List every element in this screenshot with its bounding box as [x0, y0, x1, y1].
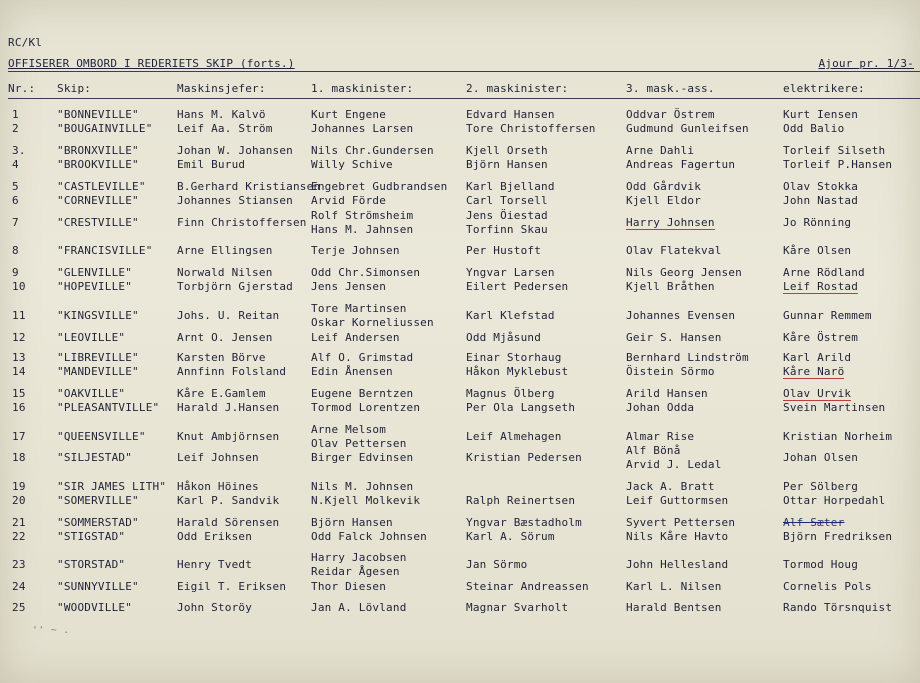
- cell-m2: Leif Almehagen: [466, 430, 562, 443]
- cell-nr: 24: [12, 580, 26, 593]
- cell-skip: "CASTLEVILLE": [57, 180, 146, 193]
- cell-nr: 22: [12, 530, 26, 543]
- cell-m2: Edvard Hansen: [466, 108, 555, 121]
- cell-el: Alf Sæter: [783, 516, 845, 529]
- cell-el: Arne Rödland: [783, 266, 865, 279]
- cell-m1: Thor Diesen: [311, 580, 387, 593]
- cell-el: Ottar Horpedahl: [783, 494, 886, 507]
- cell-skip: "BOUGAINVILLE": [57, 122, 153, 135]
- cell-skip: "QUEENSVILLE": [57, 430, 146, 443]
- cell-m2: Eilert Pedersen: [466, 280, 569, 293]
- cell-skip: "STORSTAD": [57, 558, 126, 571]
- cell-m3: Olav Flatekval: [626, 244, 722, 257]
- cell-m3: Öistein Sörmo: [626, 365, 715, 378]
- cell-m3: Nils Kåre Havto: [626, 530, 729, 543]
- cell-el: Jo Rönning: [783, 216, 852, 229]
- updated-date: Ajour pr. 1/3-: [818, 57, 914, 70]
- cell-m1: Engebret Gudbrandsen: [311, 180, 448, 193]
- cell-m1: Johannes Larsen: [311, 122, 414, 135]
- cell-nr: 20: [12, 494, 26, 507]
- cell-nr: 2: [12, 122, 19, 135]
- cell-m2: Yngvar Bæstadholm: [466, 516, 582, 529]
- cell-nr: 16: [12, 401, 26, 414]
- cell-m3: Nils Georg Jensen: [626, 266, 742, 279]
- header-elektrikere: elektrikere:: [783, 82, 865, 95]
- cell-m3: Kjell Eldor: [626, 194, 702, 207]
- cell-skip: "MANDEVILLE": [57, 365, 139, 378]
- cell-m2: Per Hustoft: [466, 244, 542, 257]
- header-nr: Nr.:: [8, 82, 36, 95]
- cell-m1: Rolf Strömsheim: [311, 209, 414, 222]
- cell-el: Torleif P.Hansen: [783, 158, 893, 171]
- cell-m3: Johannes Evensen: [626, 309, 736, 322]
- cell-m1: Nils Chr.Gundersen: [311, 144, 434, 157]
- cell-nr: 17: [12, 430, 26, 443]
- cell-skip: "WOODVILLE": [57, 601, 133, 614]
- cell-m1: Willy Schive: [311, 158, 393, 171]
- cell-mas: Arnt O. Jensen: [177, 331, 273, 344]
- cell-m2: Per Ola Langseth: [466, 401, 576, 414]
- cell-mas: Arne Ellingsen: [177, 244, 273, 257]
- cell-m3: Andreas Fagertun: [626, 158, 736, 171]
- cell-nr: 8: [12, 244, 19, 257]
- cell-mas: Torbjörn Gjerstad: [177, 280, 293, 293]
- cell-m3: Leif Guttormsen: [626, 494, 729, 507]
- cell-mas: Eigil T. Eriksen: [177, 580, 287, 593]
- cell-mas: John Storöy: [177, 601, 253, 614]
- cell-m2: Magnar Svarholt: [466, 601, 569, 614]
- cell-nr: 7: [12, 216, 19, 229]
- cell-m3: Geir S. Hansen: [626, 331, 722, 344]
- cell-mas: Odd Eriksen: [177, 530, 253, 543]
- cell-skip: "CORNEVILLE": [57, 194, 139, 207]
- cell-m2: Steinar Andreassen: [466, 580, 589, 593]
- cell-m3: Almar Rise: [626, 430, 695, 443]
- cell-nr: 11: [12, 309, 26, 322]
- cell-nr: 10: [12, 280, 26, 293]
- cell-nr: 21: [12, 516, 26, 529]
- cell-skip: "BROOKVILLE": [57, 158, 139, 171]
- cell-m2: Ralph Reinertsen: [466, 494, 576, 507]
- cell-nr: 25: [12, 601, 26, 614]
- cell-el: Rando Törsnquist: [783, 601, 893, 614]
- cell-mas: Leif Aa. Ström: [177, 122, 273, 135]
- cell-skip: "BRONXVILLE": [57, 144, 139, 157]
- cell-mas: Johs. U. Reitan: [177, 309, 280, 322]
- cell-skip: "SOMMERSTAD": [57, 516, 139, 529]
- cell-m2: Karl Klefstad: [466, 309, 555, 322]
- cell-skip: "HOPEVILLE": [57, 280, 133, 293]
- ink-smudge: '' ~ .: [32, 625, 70, 636]
- cell-m3: Harald Bentsen: [626, 601, 722, 614]
- cell-m1: Alf O. Grimstad: [311, 351, 414, 364]
- cell-mas: Harald J.Hansen: [177, 401, 280, 414]
- cell-skip: "BONNEVILLE": [57, 108, 139, 121]
- cell-m3-second-line: Arvid J. Ledal: [626, 458, 722, 471]
- cell-m1: N.Kjell Molkevik: [311, 494, 421, 507]
- cell-m3: Johan Odda: [626, 401, 695, 414]
- cell-mas: B.Gerhard Kristiansen: [177, 180, 321, 193]
- cell-m3: Bernhard Lindström: [626, 351, 749, 364]
- cell-m3: Odd Gårdvik: [626, 180, 702, 193]
- cell-m2: Carl Torsell: [466, 194, 548, 207]
- cell-m2: Karl Bjelland: [466, 180, 555, 193]
- cell-el: Kåre Narö: [783, 365, 845, 378]
- cell-mas: Annfinn Folsland: [177, 365, 287, 378]
- cell-skip: "GLENVILLE": [57, 266, 133, 279]
- cell-el: Karl Arild: [783, 351, 852, 364]
- cell-m3: Kjell Bråthen: [626, 280, 715, 293]
- cell-m2: Kristian Pedersen: [466, 451, 582, 464]
- cell-m1: Jan A. Lövland: [311, 601, 407, 614]
- cell-mas: Knut Ambjörnsen: [177, 430, 280, 443]
- cell-nr: 15: [12, 387, 26, 400]
- cell-el: Svein Martinsen: [783, 401, 886, 414]
- cell-nr: 23: [12, 558, 26, 571]
- cell-mas: Leif Johnsen: [177, 451, 259, 464]
- cell-mas: Johannes Stiansen: [177, 194, 293, 207]
- cell-m1: Eugene Berntzen: [311, 387, 414, 400]
- cell-skip: "FRANCISVILLE": [57, 244, 153, 257]
- cell-m3: Arne Dahli: [626, 144, 695, 157]
- cell-nr: 5: [12, 180, 19, 193]
- cell-m2: Kjell Orseth: [466, 144, 548, 157]
- cell-el: Olav Urvik: [783, 387, 852, 400]
- cell-el: Leif Rostad: [783, 280, 859, 293]
- cell-nr: 19: [12, 480, 26, 493]
- cell-el: Kåre Östrem: [783, 331, 859, 344]
- cell-mas: Karsten Börve: [177, 351, 266, 364]
- header-maskinsjefer: Maskinsjefer:: [177, 82, 266, 95]
- cell-el: Gunnar Remmem: [783, 309, 872, 322]
- cell-skip: "OAKVILLE": [57, 387, 126, 400]
- reference-code: RC/Kl: [8, 36, 43, 49]
- cell-m1: Björn Hansen: [311, 516, 393, 529]
- cell-nr: 18: [12, 451, 26, 464]
- cell-mas: Hans M. Kalvö: [177, 108, 266, 121]
- cell-m1: Nils M. Johnsen: [311, 480, 414, 493]
- cell-m2: Jens Öiestad: [466, 209, 548, 222]
- cell-el: Kurt Iensen: [783, 108, 859, 121]
- cell-m1: Arne Melsom: [311, 423, 387, 436]
- cell-skip: "KINGSVILLE": [57, 309, 139, 322]
- cell-mas: Karl P. Sandvik: [177, 494, 280, 507]
- cell-m2: Jan Sörmo: [466, 558, 528, 571]
- cell-skip: "LIBREVILLE": [57, 351, 139, 364]
- cell-nr: 14: [12, 365, 26, 378]
- cell-m2-second-line: Torfinn Skau: [466, 223, 548, 236]
- cell-m1-second-line: Reidar Ågesen: [311, 565, 400, 578]
- cell-mas: Henry Tvedt: [177, 558, 253, 571]
- cell-m3: Oddvar Östrem: [626, 108, 715, 121]
- cell-el: Torleif Silseth: [783, 144, 886, 157]
- cell-mas: Harald Sörensen: [177, 516, 280, 529]
- cell-el: Odd Balio: [783, 122, 845, 135]
- cell-m2: Tore Christoffersen: [466, 122, 596, 135]
- cell-m2: Magnus Ölberg: [466, 387, 555, 400]
- cell-nr: 12: [12, 331, 26, 344]
- cell-el: Cornelis Pols: [783, 580, 872, 593]
- cell-el: John Nastad: [783, 194, 859, 207]
- cell-m1: Odd Chr.Simonsen: [311, 266, 421, 279]
- cell-m2: Håkon Myklebust: [466, 365, 569, 378]
- cell-mas: Johan W. Johansen: [177, 144, 293, 157]
- cell-m2: Yngvar Larsen: [466, 266, 555, 279]
- cell-m3: Gudmund Gunleifsen: [626, 122, 749, 135]
- cell-skip: "STIGSTAD": [57, 530, 126, 543]
- cell-nr: 1: [12, 108, 19, 121]
- cell-m3: Karl L. Nilsen: [626, 580, 722, 593]
- cell-skip: "PLEASANTVILLE": [57, 401, 160, 414]
- header-1-maskinister: 1. maskinister:: [311, 82, 414, 95]
- cell-m1: Odd Falck Johnsen: [311, 530, 427, 543]
- cell-m1: Tormod Lorentzen: [311, 401, 421, 414]
- cell-m2: Björn Hansen: [466, 158, 548, 171]
- cell-skip: "CRESTVILLE": [57, 216, 139, 229]
- cell-nr: 3.: [12, 144, 26, 157]
- cell-m1: Terje Johnsen: [311, 244, 400, 257]
- cell-nr: 9: [12, 266, 19, 279]
- cell-m3: John Hellesland: [626, 558, 729, 571]
- cell-m1: Edin Ånensen: [311, 365, 393, 378]
- cell-m1: Tore Martinsen: [311, 302, 407, 315]
- cell-skip: "SOMERVILLE": [57, 494, 139, 507]
- cell-m3: Arild Hansen: [626, 387, 708, 400]
- cell-el: Olav Stokka: [783, 180, 859, 193]
- cell-m3: Alf Bönå: [626, 444, 681, 457]
- cell-el: Kåre Olsen: [783, 244, 852, 257]
- cell-mas: Håkon Höines: [177, 480, 259, 493]
- cell-mas: Finn Christoffersen: [177, 216, 307, 229]
- cell-m1: Harry Jacobsen: [311, 551, 407, 564]
- header-3-mask-ass: 3. mask.-ass.: [626, 82, 715, 95]
- cell-skip: "SILJESTAD": [57, 451, 133, 464]
- cell-el: Tormod Houg: [783, 558, 859, 571]
- page-title: OFFISERER OMBORD I REDERIETS SKIP (forts.): [8, 57, 295, 70]
- cell-el: Björn Fredriksen: [783, 530, 893, 543]
- cell-m1: Arvid Förde: [311, 194, 387, 207]
- header-2-maskinister: 2. maskinister:: [466, 82, 569, 95]
- cell-m2: Karl A. Sörum: [466, 530, 555, 543]
- cell-nr: 13: [12, 351, 26, 364]
- cell-mas: Kåre E.Gamlem: [177, 387, 266, 400]
- cell-m1-second-line: Oskar Korneliussen: [311, 316, 434, 329]
- cell-skip: "LEOVILLE": [57, 331, 126, 344]
- cell-m3: Jack A. Bratt: [626, 480, 715, 493]
- cell-nr: 4: [12, 158, 19, 171]
- cell-m2: Einar Storhaug: [466, 351, 562, 364]
- cell-m2: Odd Mjåsund: [466, 331, 542, 344]
- cell-skip: "SIR JAMES LITH": [57, 480, 167, 493]
- cell-nr: 6: [12, 194, 19, 207]
- cell-m1-second-line: Hans M. Jahnsen: [311, 223, 414, 236]
- cell-m1: Leif Andersen: [311, 331, 400, 344]
- cell-el: Kristian Norheim: [783, 430, 893, 443]
- cell-m3: Harry Johnsen: [626, 216, 715, 229]
- cell-el: Johan Olsen: [783, 451, 859, 464]
- cell-m1-second-line: Olav Pettersen: [311, 437, 407, 450]
- cell-m3: Syvert Pettersen: [626, 516, 736, 529]
- header-skip: Skip:: [57, 82, 92, 95]
- cell-mas: Norwald Nilsen: [177, 266, 273, 279]
- cell-m1: Kurt Engene: [311, 108, 387, 121]
- cell-m1: Birger Edvinsen: [311, 451, 414, 464]
- cell-m1: Jens Jensen: [311, 280, 387, 293]
- cell-mas: Emil Burud: [177, 158, 246, 171]
- cell-el: Per Sölberg: [783, 480, 859, 493]
- cell-skip: "SUNNYVILLE": [57, 580, 139, 593]
